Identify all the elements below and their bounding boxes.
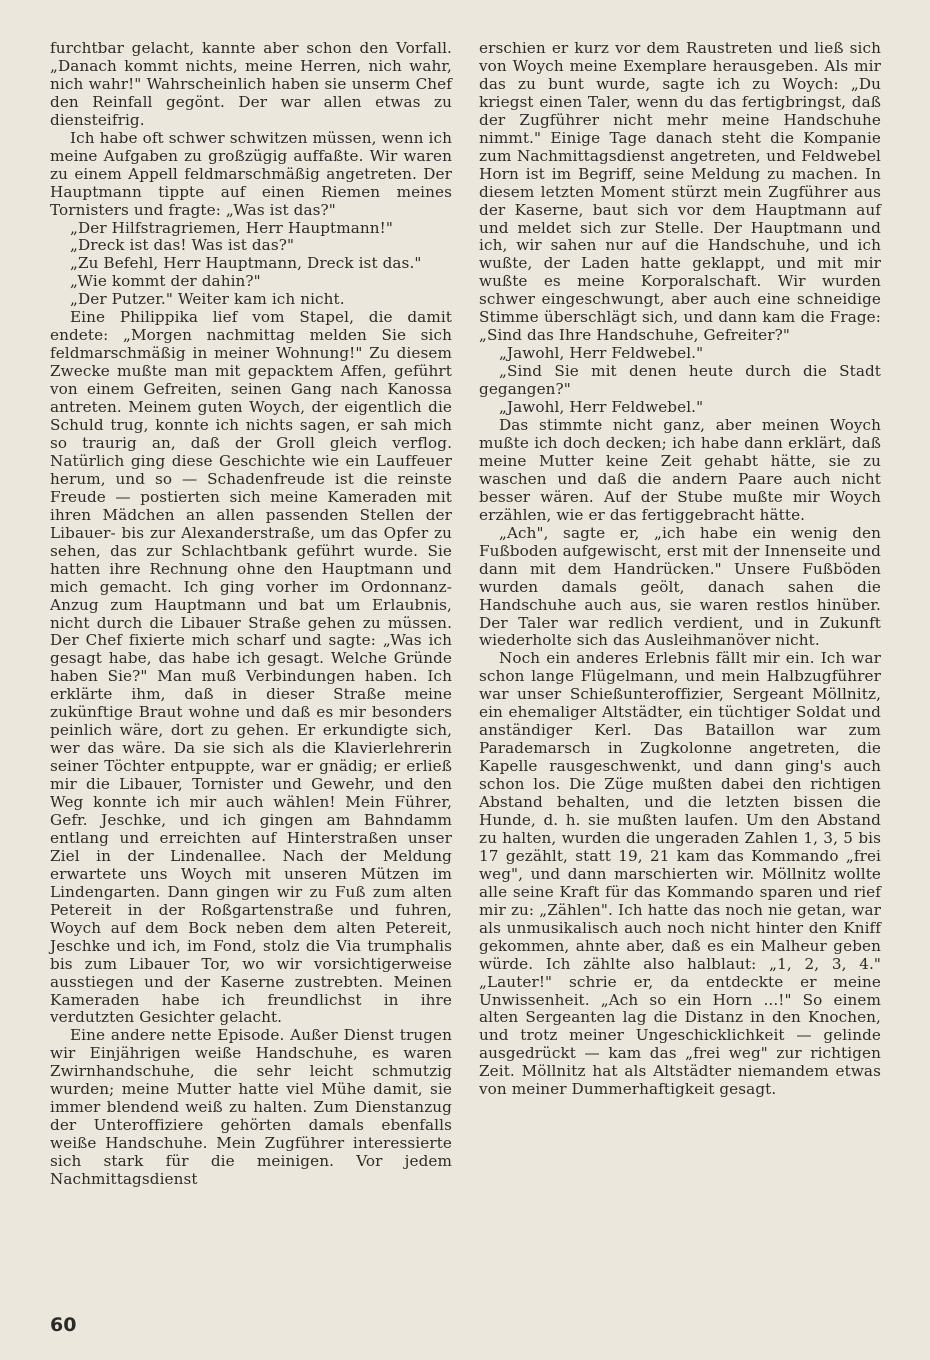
dialogue-line: „Dreck ist das! Was ist das?" [70, 236, 295, 255]
paragraph: erschien er kurz vor dem Raustreten und ließ sich von Woych meine Exemplare herausgeben. Als mir das zu bunt wurde, sagte ich zu Woych: „Du kriegst einen Taler, wenn du das fertigbringst, daß der Zugführer nicht mehr meine Handschuhe nimmt." Einige Tage danach steht die Kompanie zum Nachmittagsdienst angetreten, und Feldwebel Horn ist im Begriff, seine Meldung zu machen. In diesem letzten Moment stürzt mein Zugführer aus der Kaserne, baut sich vor dem Hauptmann auf und meldet sich zur Stelle. Der Hauptmann und ich, wir sahen nur auf die Handschuhe, und ich wußte, der Laden hatte geklappt, und mit mir wußte es meine Korporalschaft. Wir wurden schwer eingeschwungt, aber auch eine schneidige Stimme überschlägt sich, und dann kam die Frage: „Sind das Ihre Handschuhe, Gefreiter?" [479, 39, 881, 345]
left-column [50, 40, 452, 1189]
dialogue-line: „Wie kommt der dahin?" [70, 272, 261, 291]
dialogue-line: „Der Hilfstragriemen, Herr Hauptmann!" [70, 218, 393, 237]
dialogue-line: „Zu Befehl, Herr Hauptmann, Dreck ist das." [70, 254, 422, 273]
dialogue-line: „Jawohl, Herr Feldwebel." [499, 398, 704, 417]
paragraph: Eine Philippika lief vom Stapel, die damit endete: „Morgen nachmittag melden Sie sich feldmarschmäßig in meiner Wohnung!" Zu diesem Zwecke mußte man mit gepacktem Affen, geführt von einem Gefreiten, seinen Gang nach Kanossa antreten. Meinem guten Woych, der eigentlich die Schuld trug, konnte ich nichts sagen, er sah mich so traurig an, daß der Groll gleich verflog. Natürlich ging diese Geschichte wie ein Lauffeuer herum, und so — Schadenfreude ist die reinste Freude — postierten sich meine Kameraden mit ihren Mädchen an allen passenden Stellen der Libauer- bis zur Alexanderstraße, um das Opfer zu sehen, das zur Schlachtbank geführt wurde. Sie hatten ihre Rechnung ohne den Hauptmann und mich gemacht. Ich ging vorher im Ordonnanz-Anzug zum Hauptmann und bat um Erlaubnis, nicht durch die Libauer Straße gehen zu müssen. Der Chef fixierte mich scharf und sagte: „Was ich gesagt habe, das habe ich gesagt. Welche Gründe haben Sie?" Man muß Verbindungen haben. Ich erklärte ihm, daß in dieser Straße meine zukünftige Braut wohne und daß es mir besonders peinlich wäre, dort zu gehen. Er erkundigte sich, wer das wäre. Da sie sich als die Klavierlehrerin seiner Töchter entpuppte, war er gnädig; er erließ mir die Libauer, Tornister und Gewehr, und den Weg konnte ich mir auch wählen! Mein Führer, Gefr. Jeschke, und ich gingen am Bahndamm entlang und erreichten auf Hinterstraßen unser Ziel in der Lindenallee. Nach der Meldung erwartete uns Woych mit unseren Mützen im Lindengarten. Dann gingen wir zu Fuß zum alten Petereit in der Roßgartenstraße und fuhren, Woych auf dem Bock neben dem alten Petereit, Jeschke und ich, im Fond, stolz die Via trumphalis bis zum Libauer Tor, wo wir vorsichtigerweise ausstiegen und der Kaserne zustrebten. Meinen Kameraden habe ich freundlichst in ihre verdutzten Gesichter gelacht. [50, 308, 452, 1027]
paragraph: furchtbar gelacht, kannte aber schon den Vorfall. „Danach kommt nichts, meine Herren, nich wahr, nich wahr!" Wahrscheinlich haben sie unserm Chef den Reinfall gegönt. Der war allen etwas zu diensteifrig. [50, 39, 452, 129]
paragraph: Das stimmte nicht ganz, aber meinen Woych mußte ich doch decken; ich habe dann erklärt, daß meine Mutter keine Zeit gehabt hätte, sie zu waschen und daß die andern Paare auch nicht besser wären. Auf der Stube mußte mir Woych erzählen, wie er das fertiggebracht hätte. [479, 416, 881, 524]
page-number: 60 [50, 1314, 77, 1336]
paragraph: Eine andere nette Episode. Außer Dienst trugen wir Einjährigen weiße Handschuhe, es waren Zwirnhandschuhe, die sehr leicht schmutzig wurden; meine Mutter hatte viel Mühe damit, sie immer blendend weiß zu halten. Zum Dienstanzug der Unteroffiziere gehörten damals ebenfalls weiße Handschuhe. Mein Zugführer interessierte sich stark für die meinigen. Vor jedem Nachmittagsdienst [50, 1026, 452, 1189]
paragraph: Ich habe oft schwer schwitzen müssen, wenn ich meine Aufgaben zu großzügig auffaßte. Wir waren zu einem Appell feldmarschmäßig angetreten. Der Hauptmann tippte auf einen Riemen meines Tornisters und fragte: „Was ist das?" [50, 128, 452, 219]
dialogue-line: „Sind Sie mit denen heute durch die Stadt gegangen?" [479, 362, 881, 399]
dialogue-line: „Der Putzer." Weiter kam ich nicht. [70, 290, 345, 309]
paragraph: „Ach", sagte er, „ich habe ein wenig den Fußboden aufgewischt, erst mit der Innenseite und dann mit dem Handrücken." Unsere Fußböden wurden damals geölt, danach sahen die Handschuhe auch aus, sie waren restlos hinüber. Der Taler war redlich verdient, und in Zukunft wiederholte sich das Ausleihmanöver nicht. [479, 523, 881, 650]
right-column [479, 40, 881, 1099]
paragraph: Noch ein anderes Erlebnis fällt mir ein. Ich war schon lange Flügelmann, und mein Halbzugführer war unser Schießunteroffizier, Sergeant Möllnitz, ein ehemaliger Altstädter, ein tüchtiger Soldat und anständiger Kerl. Das Bataillon war zum Parademarsch in Zugkolonne angetreten, die Kapelle rausgeschwenkt, und dann ging's auch schon los. Die Züge mußten dabei den richtigen Abstand behalten, und die letzten bissen die Hunde, d. h. sie mußten laufen. Um den Abstand zu halten, wurden die ungeraden Zahlen 1, 3, 5 bis 17 gezählt, statt 19, 21 kam das Kommando „frei weg", und dann marschierten wir. Möllnitz wollte alle seine Kraft für das Kommando sparen und rief mir zu: „Zählen". Ich hatte das noch nie getan, war als unmusikalisch auch noch nicht hinter den Kniff gekommen, ahnte aber, daß es ein Malheur geben würde. Ich zählte also halblaut: „1, 2, 3, 4." „Lauter!" schrie er, da entdeckte er meine Unwissenheit. „Ach so ein Horn ...!" So einem alten Sergeanten lag die Distanz in den Knochen, und trotz meiner Ungeschicklichkeit — gelinde ausgedrückt — kam das „frei weg" zur richtigen Zeit. Möllnitz hat als Altstädter niemandem etwas von meiner Dummerhaftigkeit gesagt. [479, 649, 881, 1099]
dialogue-line: „Jawohl, Herr Feldwebel." [499, 344, 704, 363]
